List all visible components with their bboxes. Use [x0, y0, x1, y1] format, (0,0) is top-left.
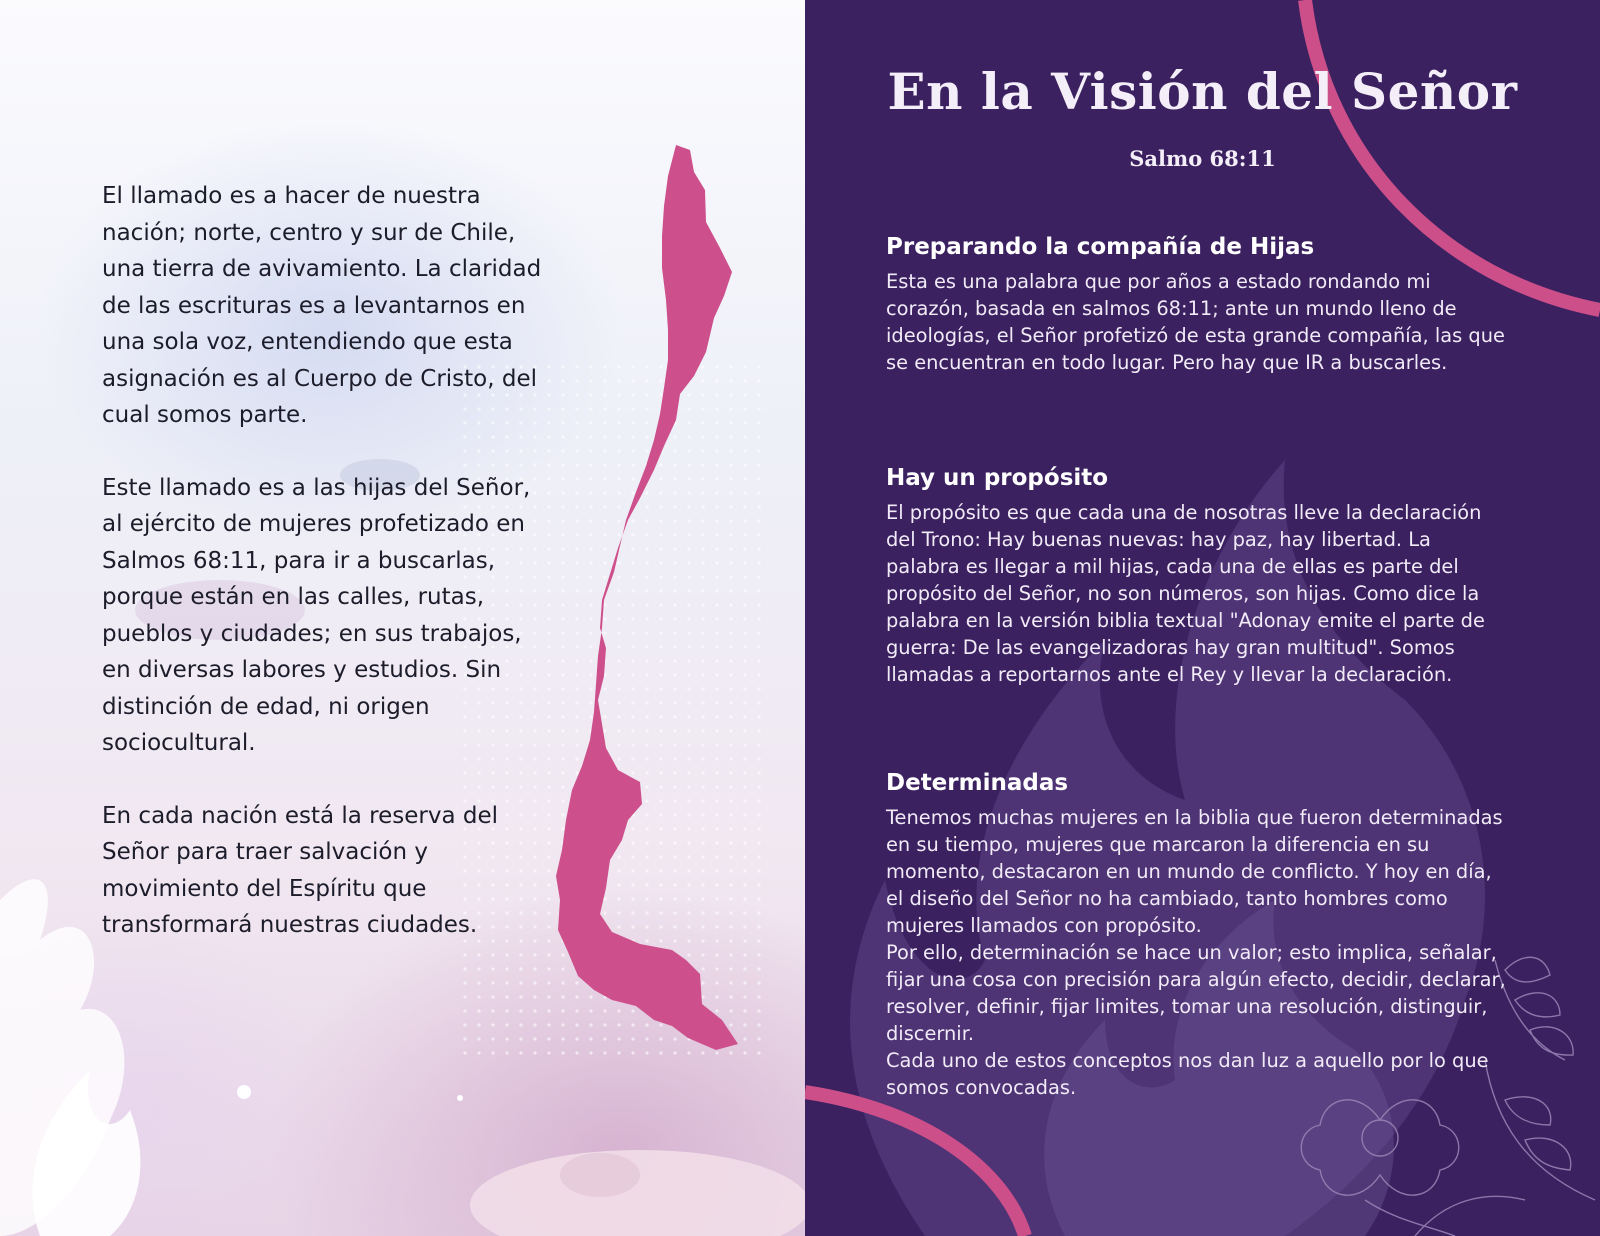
- section-heading: Determinadas: [886, 770, 1069, 796]
- page-title: En la Visión del Señor: [887, 62, 1518, 121]
- section-proposito: [886, 465, 1506, 688]
- section-preparando: [886, 234, 1506, 376]
- page-subtitle: Salmo 68:11: [1129, 146, 1276, 171]
- right-page: [805, 0, 1600, 1236]
- section-heading: Preparando la compañía de Hijas: [886, 234, 1315, 260]
- left-paragraph: El llamado es a hacer de nuestra nación; norte, centro y sur de Chile, una tierra de avivamiento. La claridad de las escrituras es a levantarnos en una sola voz, entendiendo que esta asignación es al Cuerpo de Cristo, del cual somos parte.: [102, 183, 542, 428]
- left-paragraph: Este llamado es a las hijas del Señor, al ejército de mujeres profetizado en Salmos 68:11, para ir a buscarlas, porque están en las calles, rutas, pueblos y ciudades; en sus trabajos, en diversas labores y estudios. Sin distinción de edad, ni origen sociocultural.: [102, 474, 531, 756]
- section-body: El propósito es que cada una de nosotras lleve la declaración del Trono: Hay buenas nuevas: hay paz, hay libertad. La palabra es llegar a mil hijas, cada una de ellas es parte del propósito del Señor, no son números, son hijas. Como dice la palabra en la versión biblia textual "Adonay emite el parte de guerra: De las evangelizadoras hay gran multitud". Somos llamadas a reportarnos ante el Rey y llevar la declaración.: [886, 501, 1485, 686]
- sparkle-dot: [457, 1095, 463, 1101]
- hands-shape: [560, 1153, 640, 1197]
- section-heading: Hay un propósito: [886, 465, 1109, 491]
- section-body: Esta es una palabra que por años a estado rondando mi corazón, basada en salmos 68:11; ante un mundo lleno de ideologías, el Señor profetizó de esta grande compañía, las que se encuentran en todo lugar. Pero hay que IR a buscarles.: [886, 270, 1505, 374]
- section-body: Tenemos muchas mujeres en la biblia que fueron determinadas en su tiempo, mujeres que marcaron la diferencia en su momento, destacaron en un mundo de conflicto. Y hoy en día, el diseño del Señor no ha cambiado, tanto hombres como mujeres llamados con propósito. Por ello, determinación se hace un valor; esto implica, señalar, fijar una cosa con precisión para algún efecto, decidir, declarar, resolver, definir, fijar limites, tomar una resolución, distinguir, discernir. Cada uno de estos conceptos nos dan luz a aquello por lo que somos convocadas.: [886, 806, 1506, 1099]
- sparkle-dot: [237, 1085, 251, 1099]
- left-text-column: [102, 178, 552, 980]
- hands-shape: [470, 1150, 805, 1236]
- left-paragraph: En cada nación está la reserva del Señor para traer salvación y movimiento del Espíritu que transformará nuestras ciudades.: [102, 802, 499, 938]
- section-determinadas: [886, 770, 1506, 1101]
